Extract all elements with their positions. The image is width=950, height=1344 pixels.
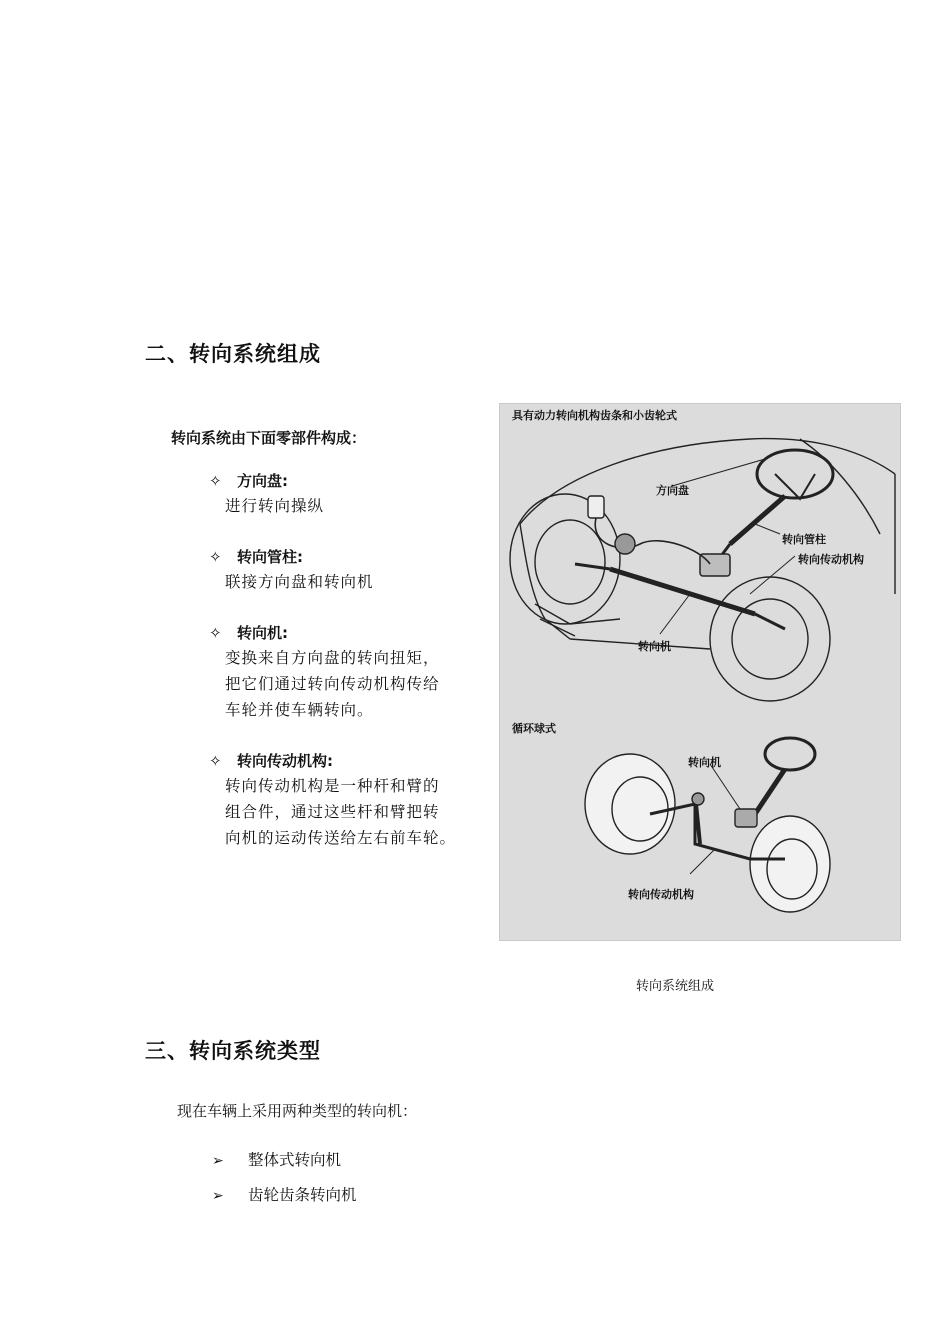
component-item-steering-column [209, 546, 374, 595]
item-desc-line: 变换来自方向盘的转向扭矩， [225, 649, 440, 667]
figure-title-rack-pinion: 具有动力转向机构齿条和小齿轮式 [512, 409, 677, 422]
figure-caption: 转向系统组成 [636, 979, 715, 994]
arrow-bullet-icon: ➢ [212, 1188, 224, 1204]
label-steering-linkage-lower: 转向传动机构 [628, 888, 694, 901]
label-steering-wheel: 方向盘 [656, 484, 689, 497]
item-desc-line: 组合件，通过这些杆和臂把转 [225, 803, 440, 821]
item-desc-line: 向机的运动传送给左右前车轮。 [225, 829, 457, 847]
item-title: 转向机: [237, 624, 288, 642]
list-item-text: 齿轮齿条转向机 [248, 1186, 357, 1204]
list-item-text: 整体式转向机 [248, 1151, 342, 1169]
label-steering-gear-lower: 转向机 [688, 756, 721, 769]
list-item [212, 1183, 357, 1205]
figure-title-recirculating-ball: 循环球式 [512, 722, 556, 735]
diamond-bullet-icon: ✧ [209, 752, 222, 770]
item-desc-line: 车轮并使车辆转向。 [225, 701, 374, 719]
arrow-bullet-icon: ➢ [212, 1153, 224, 1169]
component-item-steering-linkage [209, 750, 456, 851]
item-desc-line: 转向传动机构是一种杆和臂的 [225, 777, 440, 795]
item-desc-line: 联接方向盘和转向机 [225, 573, 374, 591]
list-item [212, 1148, 341, 1170]
component-item-steering-gear [209, 622, 440, 723]
label-steering-gear: 转向机 [638, 640, 671, 653]
item-title: 转向管柱: [237, 548, 303, 566]
diamond-bullet-icon: ✧ [209, 624, 222, 642]
item-desc-line: 进行转向操纵 [225, 497, 325, 515]
diamond-bullet-icon: ✧ [209, 472, 222, 490]
label-steering-linkage: 转向传动机构 [798, 553, 864, 566]
label-steering-column: 转向管柱 [782, 533, 826, 546]
section2-intro: 转向系统由下面零部件构成： [171, 429, 367, 447]
item-title: 转向传动机构: [237, 752, 333, 770]
steering-diagram-illustration [500, 404, 900, 940]
section2-heading: 二、转向系统组成 [145, 342, 321, 366]
section3-heading: 三、转向系统类型 [145, 1039, 321, 1063]
item-title: 方向盘: [237, 472, 288, 490]
steering-system-figure [499, 403, 901, 941]
diamond-bullet-icon: ✧ [209, 548, 222, 566]
component-item-steering-wheel [209, 470, 324, 519]
item-desc-line: 把它们通过转向传动机构传给 [225, 675, 440, 693]
section3-intro: 现在车辆上采用两种类型的转向机： [177, 1102, 418, 1120]
